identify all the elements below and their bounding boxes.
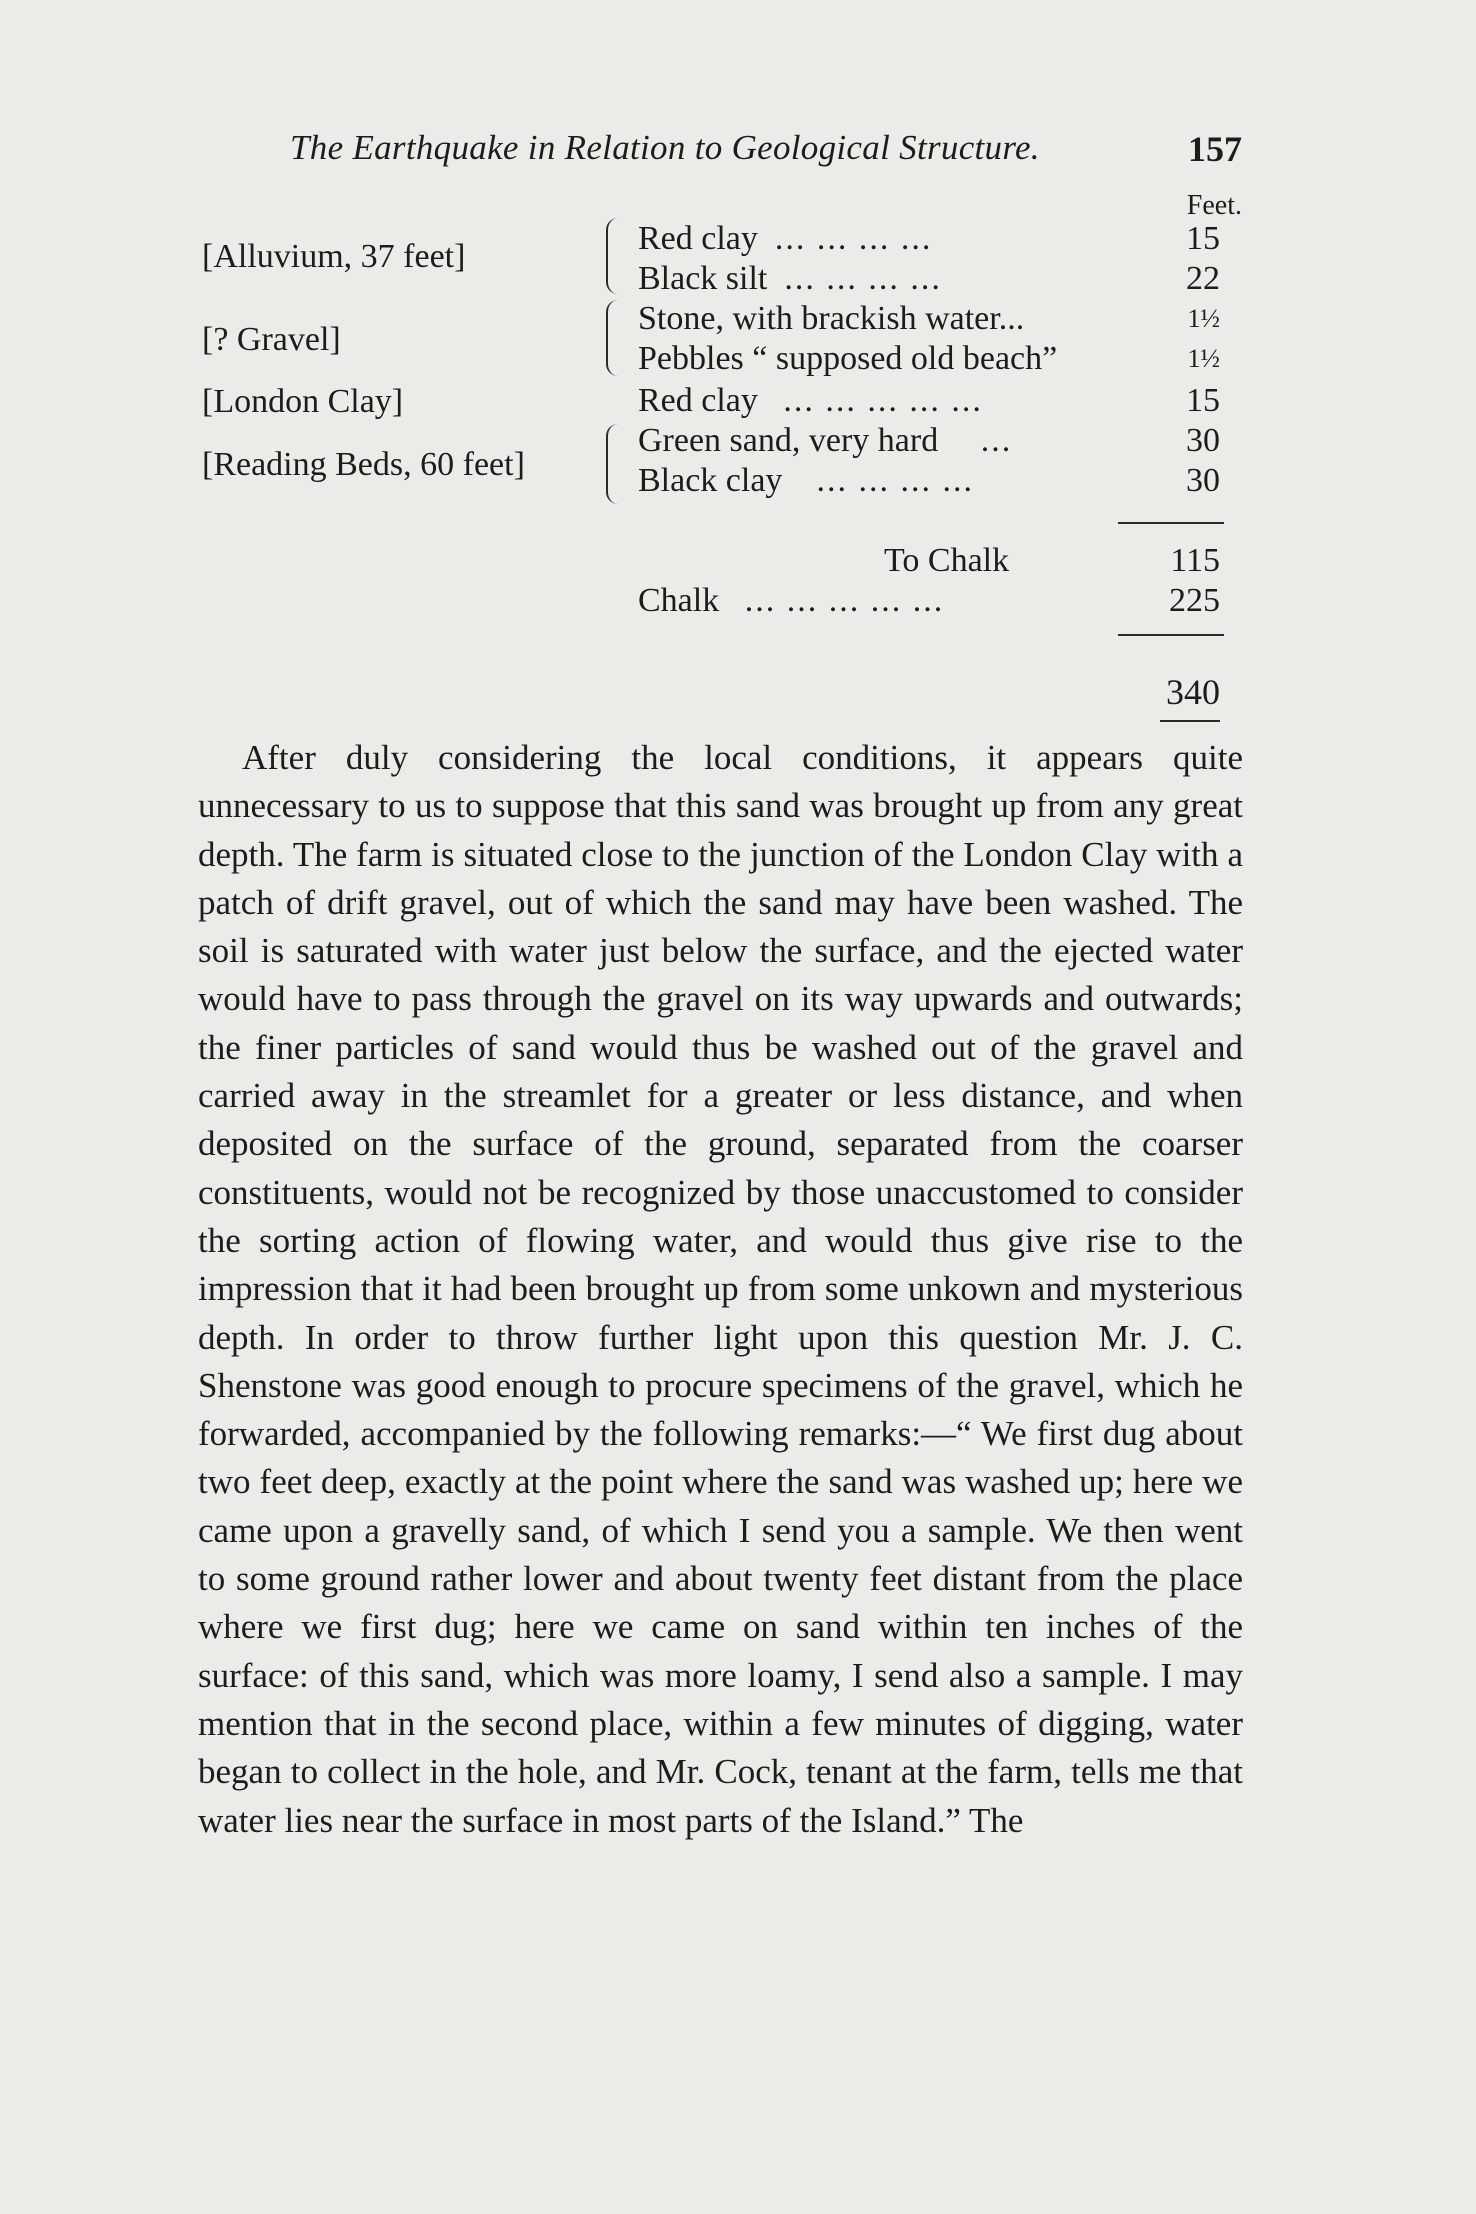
group-alluvium: [Alluvium, 37 feet] [202,238,466,275]
total-rule [1118,634,1224,636]
subtotal-rule [1118,522,1224,524]
group-gravel: [? Gravel] [202,321,341,358]
body-text [198,734,1243,1845]
layer-thickness: 1½ [1187,344,1220,373]
strata-table [0,0,1476,780]
layer-name: Black clay ... ... ... ... [638,462,974,499]
layer-thickness: 30 [1186,422,1220,459]
layer-thickness: 1½ [1187,304,1220,333]
layer-name: Black silt ... ... ... ... [638,260,942,297]
layer-name: Pebbles “ supposed old beach” [638,340,1058,377]
chalk-row: Chalk ... ... ... ... ... [638,582,945,619]
to-chalk-label: To Chalk [884,542,1010,579]
layer-name: Red clay ... ... ... ... [638,220,933,257]
group-london-clay: [London Clay] [202,383,404,420]
brace-reading-beds [606,424,622,504]
page-number: 157 [1188,129,1242,169]
units-label: Feet. [1186,190,1242,221]
layer-thickness: 15 [1186,220,1220,257]
to-chalk-total: 115 [1170,542,1220,579]
layer-name: Red clay ... ... ... ... ... [638,382,983,419]
running-title: The Earthquake in Relation to Geological Structure. [290,128,1040,167]
layer-thickness: 15 [1186,382,1220,419]
chalk-thickness: 225 [1169,582,1220,619]
brace-gravel [606,300,622,376]
group-reading-beds: [Reading Beds, 60 feet] [202,446,525,483]
grand-total: 340 [1166,672,1220,712]
paragraph: After duly considering the local conditions, it appears quite unnecessary to us to suppose that this sand was brought up from any great depth. The farm is situated close to the junction of the London Clay with a patch of drift gravel, out of which the sand may have been washed. The soil is saturated with water just below the surface, and the ejected water would have to pass through the gravel on its way upwards and outwards; the finer particles of sand would thus be washed out of the gravel and carried away in the streamlet for a greater or less distance, and when deposited on the surface of the ground, separated from the coarser constituents, would not be recognized by those unaccustomed to consider the sorting action of flowing water, and would thus give rise to the impression that it had been brought up from some unkown and mysterious depth. In order to throw further light upon this question Mr. J. C. Shenstone was good enough to procure specimens of the gravel, which he forwarded, accompanied by the following remarks:—“ We first dug about two feet deep, exactly at the point where the sand was washed up; here we came upon a gravelly sand, of which I send you a sample. We then went to some ground rather lower and about twenty feet distant from the place where we first dug; here we came on sand within ten inches of the surface: of this sand, which was more loamy, I send also a sample. I may mention that in the second place, within a few minutes of digging, water began to collect in the hole, and Mr. Cock, tenant at the farm, tells me that water lies near the surface in most parts of the Island.” The [198,738,1243,1840]
layer-thickness: 30 [1186,462,1220,499]
layer-name: Stone, with brackish water... [638,300,1025,337]
layer-name: Green sand, very hard ... [638,422,1013,459]
brace-alluvium [606,218,622,294]
layer-thickness: 22 [1186,260,1220,297]
total-double-rule [1160,720,1220,722]
